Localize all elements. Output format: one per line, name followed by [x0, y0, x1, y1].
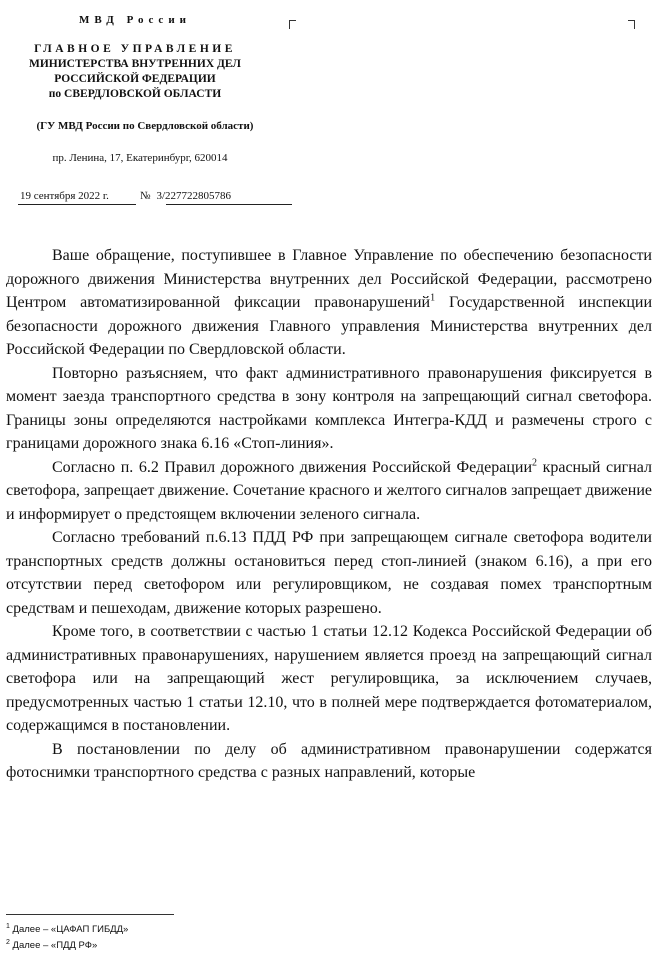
authority-name	[0, 42, 270, 102]
address-block-corner-right	[628, 20, 635, 29]
footnote-separator	[6, 914, 174, 915]
letter-body	[6, 244, 652, 785]
paragraph-3: Согласно п. 6.2 Правил дорожного движения Российской Федерации$^2$ красный сигнал светофора, запрещает движение. Сочетание красного и желтого сигналов запрещает движение и информирует о предстоящем включении зеленого сигнала.	[6, 457, 652, 523]
authority-line-1: ГЛАВНОЕ УПРАВЛЕНИЕ	[34, 43, 236, 55]
number-underline	[166, 204, 292, 205]
document-number: 3/227722805786	[156, 190, 232, 202]
authority-line-3: РОССИЙСКОЙ ФЕДЕРАЦИИ	[54, 73, 216, 85]
document-date: 19 сентября 2022 г.	[20, 190, 109, 202]
ministry-name: МВД России	[78, 14, 191, 26]
authority-address: пр. Ленина, 17, Екатеринбург, 620014	[52, 152, 228, 164]
paragraph-5: Кроме того, в соответствии с частью 1 статьи 12.12 Кодекса Российской Федерации об административных правонарушениях, нарушением является проезд на запрещающий сигнал светофора или на запрещающий жест регулировщика, за исключением случаев, предусмотренных частью 1 статьи 12.10, что в полней мере подтверждается фотоматериалом, содержащимся в постановлении.	[6, 623, 652, 734]
date-underline	[18, 204, 136, 205]
authority-line-2: МИНИСТЕРСТВА ВНУТРЕННИХ ДЕЛ	[28, 58, 242, 70]
footnote-ref-2: 2	[532, 457, 538, 469]
registration-line	[20, 190, 231, 202]
paragraph-6: В постановлении по делу об административном правонарушении содержатся фотоснимки транспортного средства с разных направлений, которые	[6, 740, 652, 781]
paragraph-4: Согласно требований п.6.13 ПДД РФ при запрещающем сигнале светофора водители транспортных средств должны остановиться перед стоп-линией (знаком 6.16), а при его отсутствии перед светофором или регулировщиком, не создавая помех транспортным средствам и пешеходам, движение которых разрешено.	[6, 529, 652, 617]
address-block-corner-left	[289, 20, 296, 29]
footnote-1: $^1$ Далее – «ЦАФАП ГИБДД»	[6, 922, 129, 935]
paragraph-1: Ваше обращение, поступившее в Главное Управление по обеспечению безопасности дорожного движения Министерства внутренних дел Российской Федерации, рассмотрено Центром автоматизированной фиксации правонарушений$^1$ Государственной инспекции безопасности дорожного движения Главного управления Министерства внутренних дел Российской Федерации по Свердловской области.	[6, 247, 653, 358]
number-sign: №	[140, 190, 151, 202]
footnote-ref-1: 1	[430, 292, 436, 304]
footnote-2: $^2$ Далее – «ПДД РФ»	[6, 938, 98, 951]
authority-line-4: по СВЕРДЛОВСКОЙ ОБЛАСТИ	[48, 88, 222, 100]
footnotes	[6, 922, 128, 954]
paragraph-2: Повторно разъясняем, что факт административного правонарушения фиксируется в момент заезда транспортного средства в зону контроля на запрещающий сигнал светофора. Границы зоны определяются настройками комплекса Интегра-КДД и размечены строго с границами дорожного знака 6.16 «Стоп-линия».	[6, 364, 652, 452]
authority-abbreviation: (ГУ МВД России по Свердловской области)	[36, 120, 254, 132]
